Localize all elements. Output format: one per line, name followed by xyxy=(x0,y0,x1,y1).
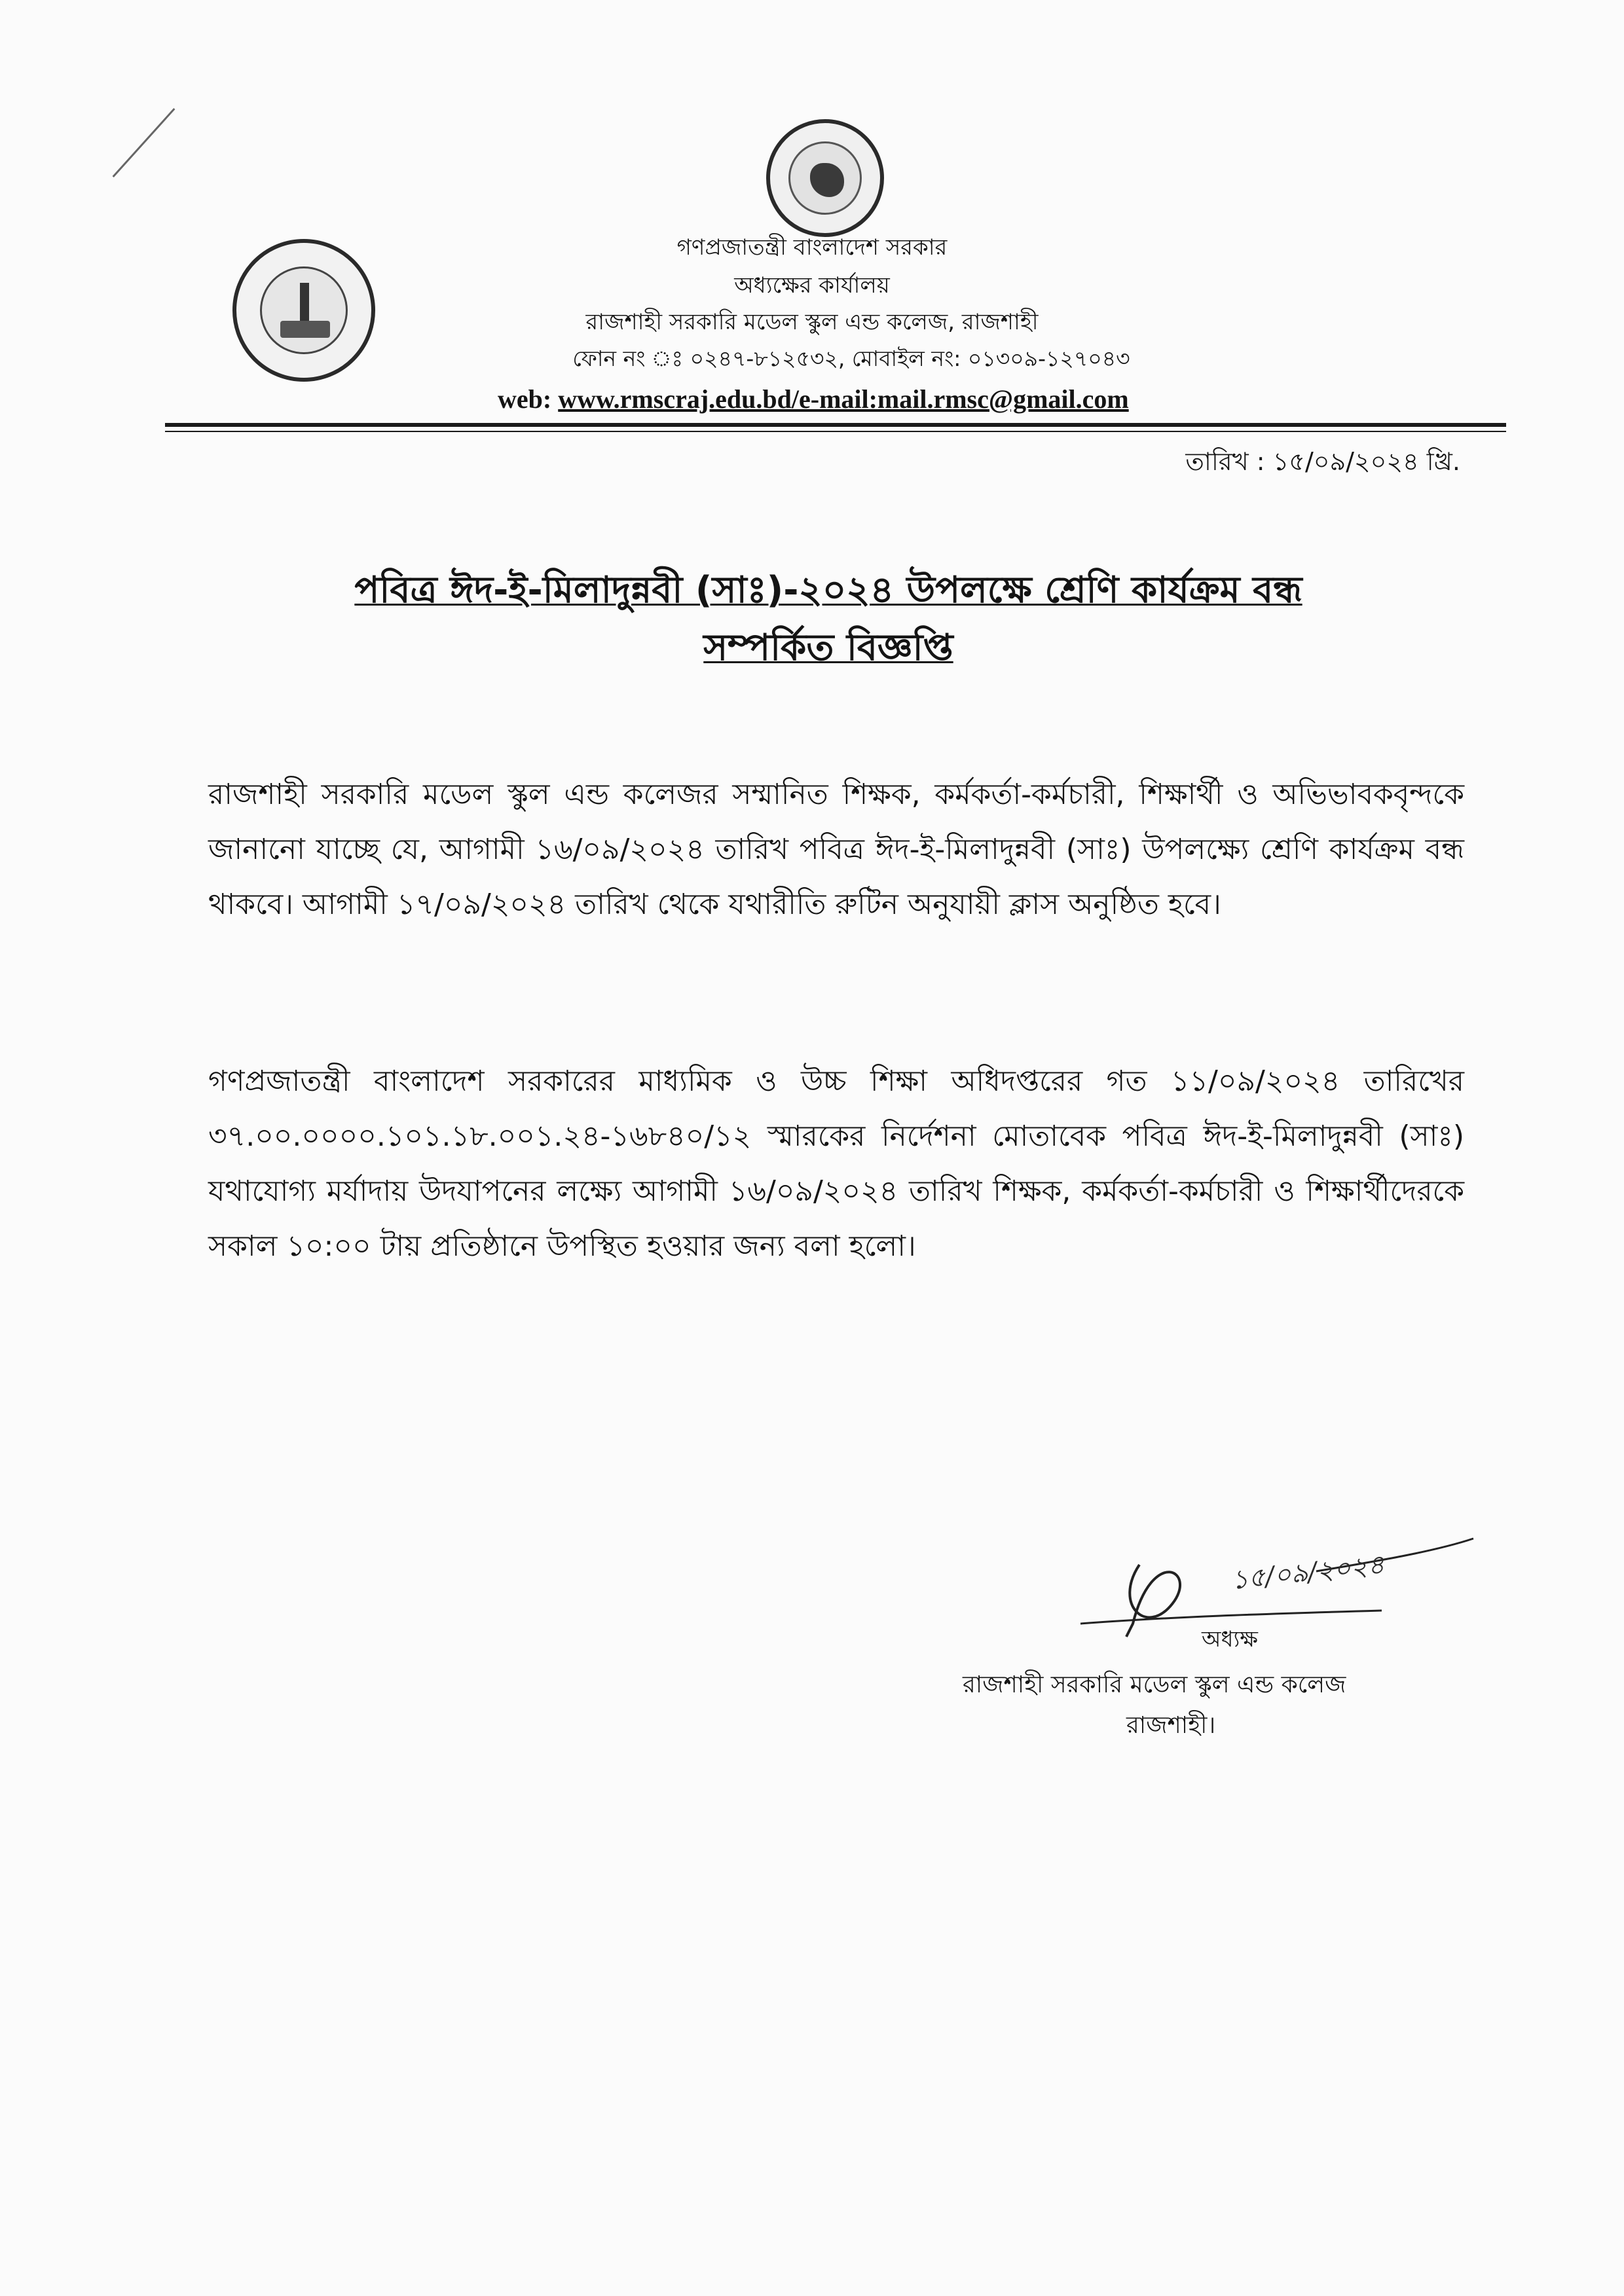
title-line-1: পবিত্র ঈদ-ই-মিলাদুন্নবী (সাঃ)-২০২৪ উপলক্ষে শ্রেণি কার্যক্রম বন্ধ xyxy=(354,569,1302,611)
notice-date: তারিখ : ১৫/০৯/২০২৪ খ্রি. xyxy=(1185,447,1460,476)
header-web xyxy=(498,384,1129,414)
header-divider-thick xyxy=(165,423,1506,427)
web-label: web: xyxy=(498,384,559,414)
bangladesh-government-seal-icon xyxy=(766,119,884,237)
header-divider-thin xyxy=(165,431,1506,432)
signature-date: ১৫/০৯/২০২৪ xyxy=(1230,1549,1386,1596)
signatory-city: রাজশাহী। xyxy=(1126,1712,1216,1739)
notice-title xyxy=(196,562,1460,677)
header-institution: রাজশাহী সরকারি মডেল স্কুল এন্ড কলেজ, রাজশাহী xyxy=(585,309,1039,335)
title-line-2: সম্পর্কিত বিজ্ঞপ্তি xyxy=(703,627,953,669)
header-gov-name: গণপ্রজাতন্ত্রী বাংলাদেশ সরকার xyxy=(676,234,948,261)
paragraph-2: গণপ্রজাতন্ত্রী বাংলাদেশ সরকারের মাধ্যমিক ও উচ্চ শিক্ষা অধিদপ্তরের গত ১১/০৯/২০২৪ তারিখের ৩৭.০০.০০০০.১০১.১৮.০০১.২৪-১৬৮৪০/১২ স্মারকের নির্দেশনা মোতাবেক পবিত্র ঈদ-ই-মিলাদুন্নবী (সাঃ) যথাযোগ্য মর্যাদায় উদযাপনের লক্ষ্যে আগামী ১৬/০৯/২০২৪ তারিখ শিক্ষক, কর্মকর্তা-কর্মচারী ও শিক্ষার্থীদেরকে সকাল ১০:০০ টায় প্রতিষ্ঠানে উপস্থিত হওয়ার জন্য বলা হলো। xyxy=(208,1065,1464,1263)
signatory-school: রাজশাহী সরকারি মডেল স্কুল এন্ড কলেজ xyxy=(963,1671,1346,1698)
signatory-title: অধ্যক্ষ xyxy=(1202,1626,1258,1652)
pen-mark-decoration xyxy=(113,108,175,177)
header-contact: ফোন নং ঃ ০২৪৭-৮১২৫৩২, মোবাইল নং: ০১৩০৯-১২৭০৪৩ xyxy=(572,346,1130,371)
web-link[interactable]: www.rmscraj.edu.bd/e-mail:mail.rmsc@gmail.com xyxy=(558,384,1129,414)
header-office: অধ্যক্ষের কার্যালয় xyxy=(734,272,890,299)
paragraph-1: রাজশাহী সরকারি মডেল স্কুল এন্ড কলেজর সম্মানিত শিক্ষক, কর্মকর্তা-কর্মচারী, শিক্ষার্থী ও অভিভাবকবৃন্দকে জানানো যাচ্ছে যে, আগামী ১৬/০৯/২০২৪ তারিখ পবিত্র ঈদ-ই-মিলাদুন্নবী (সাঃ) উপলক্ষ্যে শ্রেণি কার্যক্রম বন্ধ থাকবে। আগামী ১৭/০৯/২০২৪ তারিখ থেকে যথারীতি রুটিন অনুযায়ী ক্লাস অনুষ্ঠিত হবে। xyxy=(208,778,1464,921)
